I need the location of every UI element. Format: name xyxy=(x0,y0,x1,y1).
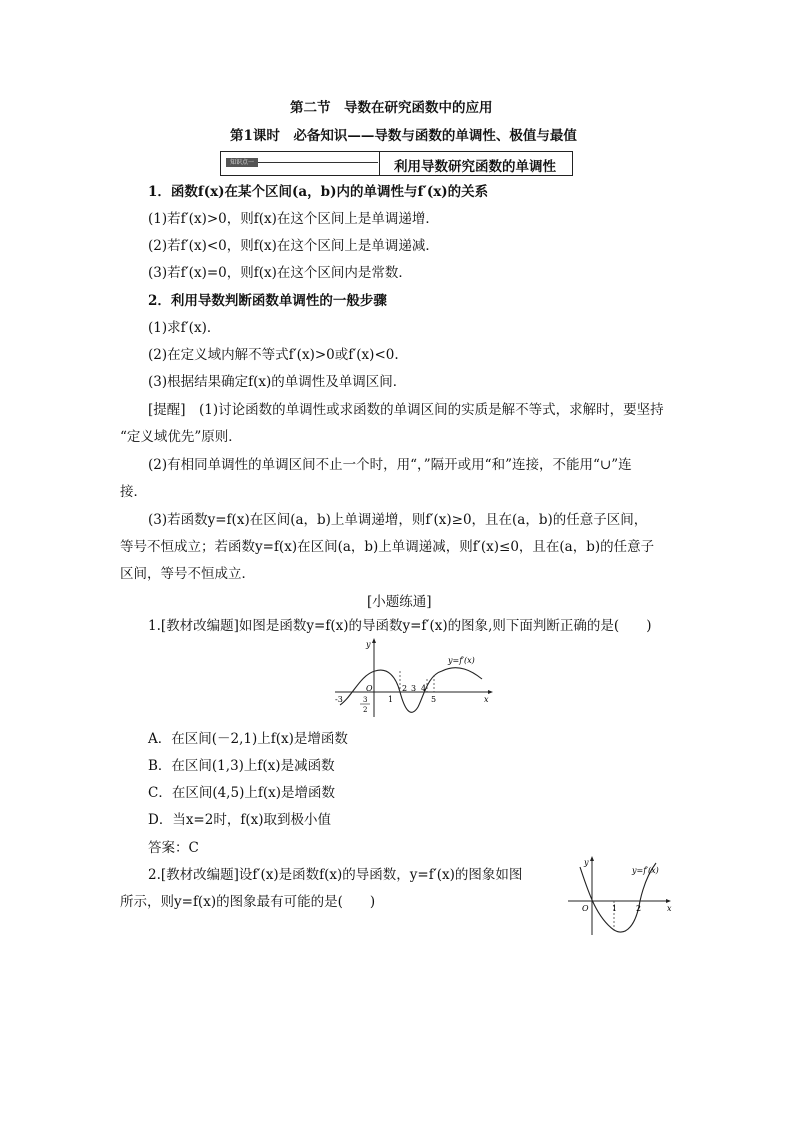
q1-tick-1: 1 xyxy=(388,695,394,704)
q1-option-b: B．在区间(1,3)上f(x)是减函数 xyxy=(148,758,335,774)
q1-derivative-graph xyxy=(330,635,495,720)
q1-option-a: A．在区间(－2,1)上f(x)是增函数 xyxy=(148,731,348,747)
banner-title: 利用导数研究函数的单调性 xyxy=(394,159,556,175)
lesson-title: 第1课时 必备知识——导数与函数的单调性、极值与最值 xyxy=(230,128,577,144)
part2-item-1: (1)求f′(x)． xyxy=(148,320,221,336)
q1-tick-frac-den: 2 xyxy=(363,706,368,714)
reminder-line-4: 接． xyxy=(120,484,147,500)
part2-item-3: (3)根据结果确定f(x)的单调性及单调区间． xyxy=(148,374,407,390)
q2-tick-2: 2 xyxy=(636,904,642,913)
q1-tick-neg3: -3 xyxy=(335,695,343,704)
q2-y-axis-arrow xyxy=(590,856,594,861)
q2-x-label: x xyxy=(667,904,672,913)
reminder-line-2: “定义域优先”原则． xyxy=(120,429,242,445)
q1-tick-frac-num: 3 xyxy=(363,696,368,704)
q1-y-axis-arrow xyxy=(372,638,376,643)
q1-tick-3: 3 xyxy=(411,684,417,693)
q1-x-label: x xyxy=(484,695,489,704)
q1-tick-5: 5 xyxy=(431,695,437,704)
q2-y-label: y xyxy=(584,858,589,867)
q2-x-axis-arrow xyxy=(666,899,671,903)
practice-heading: [小题练通] xyxy=(367,594,432,610)
q1-option-c: C．在区间(4,5)上f(x)是增函数 xyxy=(148,785,335,801)
part1-item-3: (3)若f′(x)=0，则f(x)在这个区间内是常数． xyxy=(148,265,412,281)
reminder-line-1: [提醒] (1)讨论函数的单调性或求函数的单调区间的实质是解不等式，求解时，要坚持 xyxy=(148,402,664,418)
q2-line-2: 所示，则y=f(x)的图象最有可能的是( ) xyxy=(120,894,376,910)
reminder-line-6: 等号不恒成立；若函数y=f(x)在区间(a，b)上单调递减，则f′(x)≤0，且在(a，b)的任意子 xyxy=(120,539,655,555)
q1-x-axis-arrow xyxy=(488,690,493,694)
part2-item-2: (2)在定义域内解不等式f′(x)>0或f′(x)<0. xyxy=(148,347,399,363)
part1-heading: 1．函数f(x)在某个区间(a，b)内的单调性与f′(x)的关系 xyxy=(148,184,489,200)
reminder-line-3: (2)有相同单调性的单调区间不止一个时，用“，”隔开或用“和”连接，不能用“∪”连 xyxy=(148,457,632,473)
q1-origin: O xyxy=(366,684,373,693)
part1-item-1: (1)若f′(x)>0，则f(x)在这个区间上是单调递增． xyxy=(148,211,439,227)
banner-divider xyxy=(258,162,378,163)
banner-tag: 知识点一 xyxy=(226,158,258,167)
q1-answer: 答案：C xyxy=(148,840,199,856)
q1-stem: 1.[教材改编题]如图是函数y=f(x)的导函数y=f′(x)的图象,则下面判断正确的是( ) xyxy=(148,618,652,634)
q2-curve-label: y=f′(x) xyxy=(632,866,659,875)
reminder-line-7: 区间，等号不恒成立． xyxy=(120,566,255,582)
q1-tick-2: 2 xyxy=(402,684,408,693)
q2-derivative-graph xyxy=(566,855,676,937)
q2-line-1: 2.[教材改编题]设f′(x)是函数f(x)的导函数，y=f′(x)的图象如图 xyxy=(148,867,523,883)
q1-tick-4: 4 xyxy=(421,684,427,693)
section-title: 第二节 导数在研究函数中的应用 xyxy=(290,100,493,116)
q1-curve-label: y=f′(x) xyxy=(448,656,475,665)
knowledge-banner xyxy=(220,151,573,176)
part1-item-2: (2)若f′(x)<0，则f(x)在这个区间上是单调递减． xyxy=(148,238,439,254)
q1-option-d: D．当x=2时，f(x)取到极小值 xyxy=(148,812,331,828)
q2-origin: O xyxy=(582,904,589,913)
reminder-line-5: (3)若函数y=f(x)在区间(a，b)上单调递增，则f′(x)≥0，且在(a，b)的任意子区间， xyxy=(148,512,648,528)
q2-tick-1: 1 xyxy=(612,904,618,913)
banner-separator xyxy=(379,152,380,175)
q1-y-label: y xyxy=(366,640,371,649)
part2-heading: 2．利用导数判断函数单调性的一般步骤 xyxy=(148,293,387,309)
